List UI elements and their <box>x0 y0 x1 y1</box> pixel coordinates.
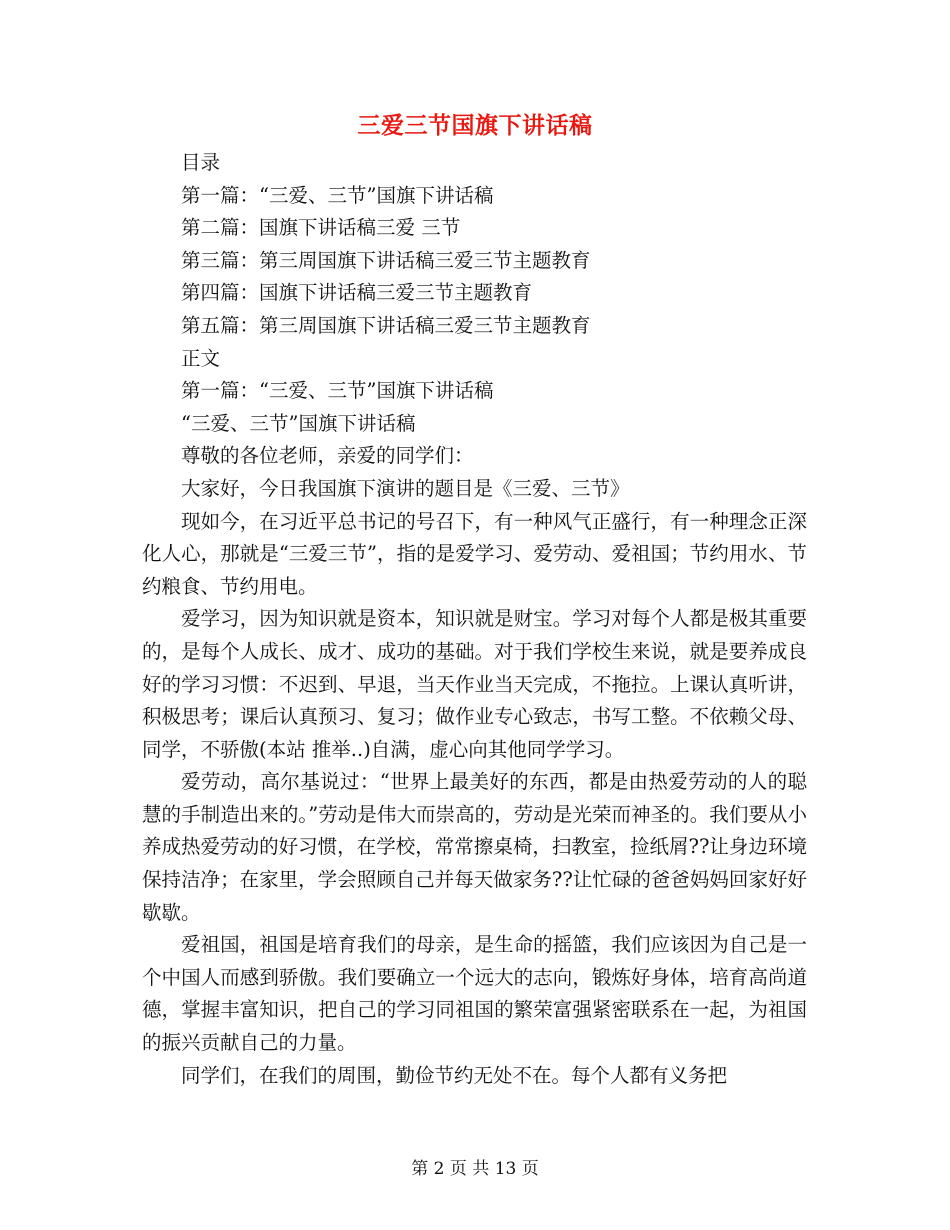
paragraph-love-country: 爱祖国，祖国是培育我们的母亲，是生命的摇篮，我们应该因为自己是一个中国人而感到骄傲。我们要确立一个远大的志向，锻炼好身体，培育高尚道德，掌握丰富知识，把自己的学习同祖国的繁荣富强紧密联系在一起，为祖国的振兴贡献自己的力量。 <box>142 933 807 1055</box>
page-footer: 第 2 页 共 13 页 <box>411 1159 539 1179</box>
document-title: 三爱三节国旗下讲话稿 <box>357 113 593 139</box>
paragraph-thrift: 同学们，在我们的周围，勤俭节约无处不在。每个人都有义务把 <box>181 1063 728 1087</box>
chapter-title: 第一篇：“三爱、三节”国旗下讲话稿 <box>181 379 494 403</box>
paragraph-love-learning: 爱学习，因为知识就是资本，知识就是财宝。学习对每个人都是极其重要的，是每个人成长、成才、成功的基础。对于我们学校生来说，就是要养成良好的学习习惯：不迟到、早退，当天作业当天完成，不拖拉。上课认真听讲，积极思考；课后认真预习、复习；做作业专心致志，书写工整。不依赖父母、同学，不骄傲(本站 推举..)自满，虚心向其他同学学习。 <box>142 607 807 761</box>
paragraph-love-labor: 爱劳动，高尔基说过：“世界上最美好的东西，都是由热爱劳动的人的聪慧的手制造出来的。”劳动是伟大而崇高的，劳动是光荣而神圣的。我们要从小养成热爱劳动的好习惯，在学校，常常擦桌椅，扫教室，捡纸屑??让身边环境保持洁净；在家里，学会照顾自己并每天做家务??让忙碌的爸爸妈妈回家好好歇歇。 <box>142 770 807 924</box>
speech-title: “三爱、三节”国旗下讲话稿 <box>181 411 416 435</box>
toc-heading: 目录 <box>181 151 221 174</box>
toc-item-5: 第五篇：第三周国旗下讲话稿三爱三节主题教育 <box>181 313 591 337</box>
body-heading: 正文 <box>181 346 221 370</box>
toc-item-1: 第一篇：“三爱、三节”国旗下讲话稿 <box>181 183 494 207</box>
toc-item-2: 第二篇：国旗下讲话稿三爱 三节 <box>181 216 461 240</box>
document-body <box>142 147 807 1092</box>
toc-item-4: 第四篇：国旗下讲话稿三爱三节主题教育 <box>181 281 533 305</box>
toc-item-3: 第三篇：第三周国旗下讲话稿三爱三节主题教育 <box>181 248 591 272</box>
greeting: 大家好，今日我国旗下演讲的题目是《三爱、三节》 <box>181 476 630 500</box>
paragraph-intro: 现如今，在习近平总书记的号召下，有一种风气正盛行，有一种理念正深化人心，那就是“三爱三节”，指的是爱学习、爱劳动、爱祖国；节约用水、节约粮食、节约用电。 <box>142 509 807 598</box>
salutation: 尊敬的各位老师，亲爱的同学们： <box>181 444 474 468</box>
